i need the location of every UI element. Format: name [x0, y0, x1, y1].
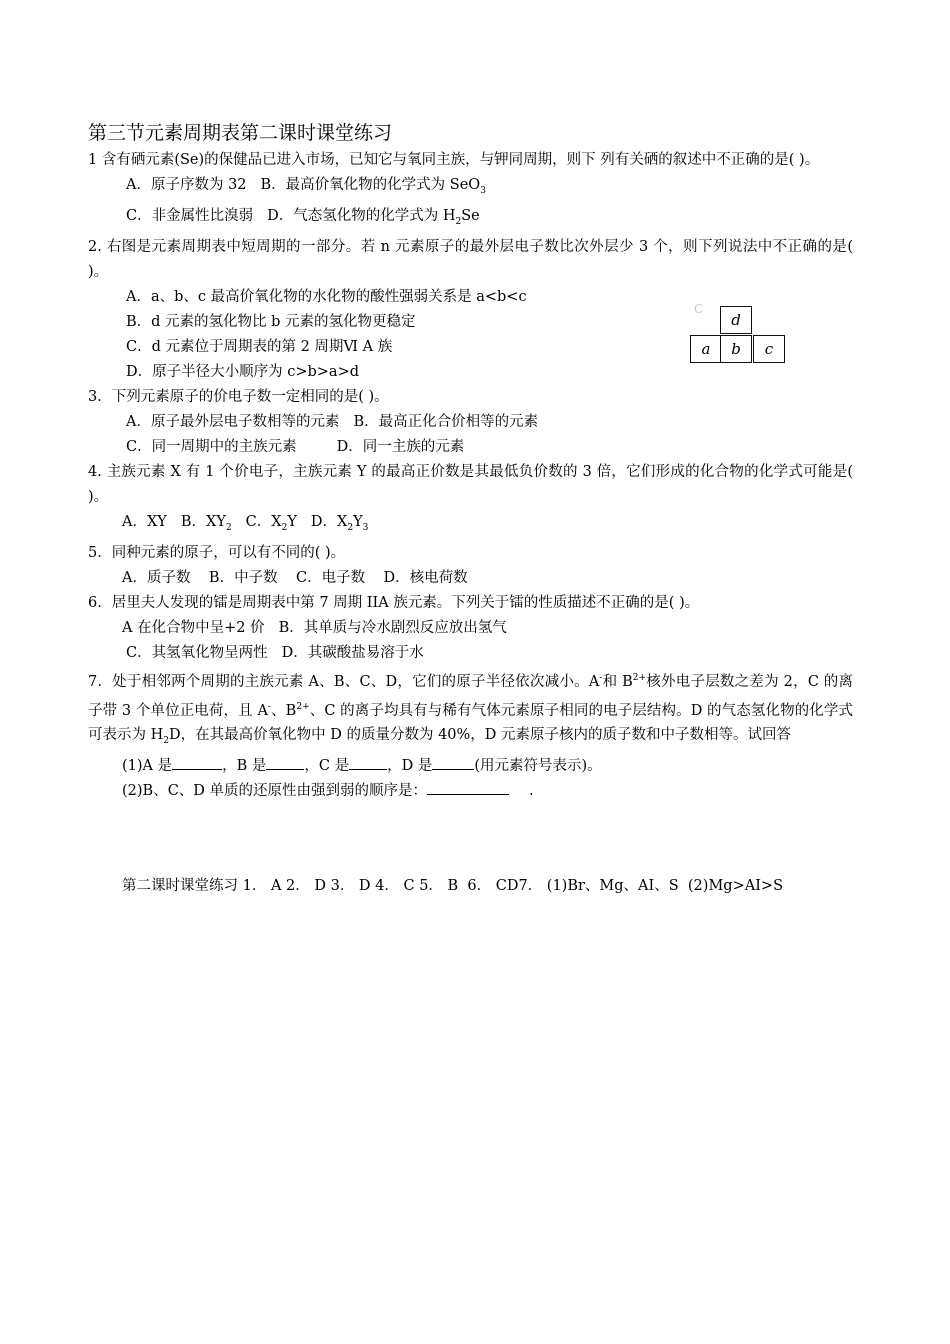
- cell-c: c: [753, 335, 785, 363]
- cell-b: b: [720, 335, 752, 363]
- page-title: 第三节元素周期表第二课时课堂练习: [88, 122, 393, 144]
- cell-d: d: [720, 306, 752, 334]
- q5-stem: 5．同种元素的原子，可以有不同的( )。: [88, 544, 346, 561]
- q7-stem: 7．处于相邻两个周期的主族元素 A、B、C、D，它们的原子半径依次减小。A-和 $B^{2+}$核外电子层数之差为 2，C 的离子带 3 个单位正电荷，且 A-、$B^{2+}$、C 的离子均具有与稀有气体元素原子相同的电子层结构。D 的气态氢化物的化学式可表示为 $H_2D$，在其最高价氧化物中 D 的质量分数为 40%，D 元素原子核内的质子数和中子数相等。试回答: [88, 672, 854, 747]
- q7-part2: (2)B、C、D 单质的还原性由强到弱的顺序是： .: [88, 779, 853, 804]
- q1-options-cd: C．非金属性比溴弱 D．气态氢化物的化学式为 $H_2Se$: [126, 207, 480, 227]
- q2-option-c: C．d 元素位于周期表的第 2 周期Ⅵ A 族: [126, 338, 393, 355]
- faint-mark: C: [694, 302, 704, 316]
- answer-blank-order[interactable]: [427, 780, 509, 795]
- q6-options-ab: A 在化合物中呈+2 价 B．其单质与冷水剧烈反应放出氢气: [122, 619, 507, 636]
- cell-a: a: [690, 335, 722, 363]
- q6-stem: 6．居里夫人发现的镭是周期表中第 7 周期 IIA 族元素。下列关于镭的性质描述不正确的是( )。: [88, 594, 700, 611]
- answer-blank-b[interactable]: [266, 755, 304, 770]
- q1-options-ab: A．原子序数为 32 B．最高价氧化物的化学式为 SeO$_3$: [126, 177, 486, 196]
- answer-blank-c[interactable]: [349, 755, 387, 770]
- q2-option-b: B．d 元素的氢化物比 b 元素的氢化物更稳定: [126, 313, 416, 330]
- q2-option-d: D．原子半径大小顺序为 c>b>a>d: [126, 363, 360, 380]
- answer-blank-a[interactable]: [172, 755, 222, 770]
- q1-stem: 1 含有硒元素(Se)的保健品已进入市场，已知它与氧同主族，与钾同周期，则下 列有关硒的叙述中不正确的是( )。: [88, 152, 820, 168]
- q6-options-cd: C．其氢氧化物呈两性 D．其碳酸盐易溶于水: [126, 644, 424, 661]
- q2-option-a: A．a、b、c 最高价氧化物的水化物的酸性强弱关系是 a<b<c: [126, 288, 527, 305]
- q4-stem: 4. 主族元素 X 有 1 个价电子，主族元素 Y 的最高正价数是其最低负价数的 3 倍，它们形成的化合物的化学式可能是( )。: [88, 463, 853, 505]
- q3-stem: 3．下列元素原子的价电子数一定相同的是( )。: [88, 388, 389, 405]
- q3-options-ab: A．原子最外层电子数相等的元素 B．最高正化合价相等的元素: [126, 413, 539, 430]
- worksheet: [88, 120, 853, 804]
- q5-options: A．质子数 B．中子数 C．电子数 D．核电荷数: [122, 569, 468, 586]
- answer-blank-d[interactable]: [432, 755, 474, 770]
- periodic-table-fragment: [690, 302, 800, 368]
- q7-part1: (1)A 是 ，B 是 ，C 是 ，D 是 (用元素符号表示)。: [88, 754, 853, 779]
- q4-options: A．XY B．$XY_2$ C．$X_2Y$ D．$X_2Y_3$: [122, 513, 369, 533]
- q3-options-cd: C．同一周期中的主族元素 D．同一主族的元素: [126, 438, 465, 455]
- answer-key: 第二课时课堂练习 1． A 2． D 3． D 4． C 5． B 6． CD7． (1)Br、Mg、AI、S (2)Mg>AI>S: [122, 878, 784, 894]
- q2-stem: 2. 右图是元素周期表中短周期的一部分。若 n 元素原子的最外层电子数比次外层少 3 个，则下列说法中不正确的是( )。: [88, 238, 853, 280]
